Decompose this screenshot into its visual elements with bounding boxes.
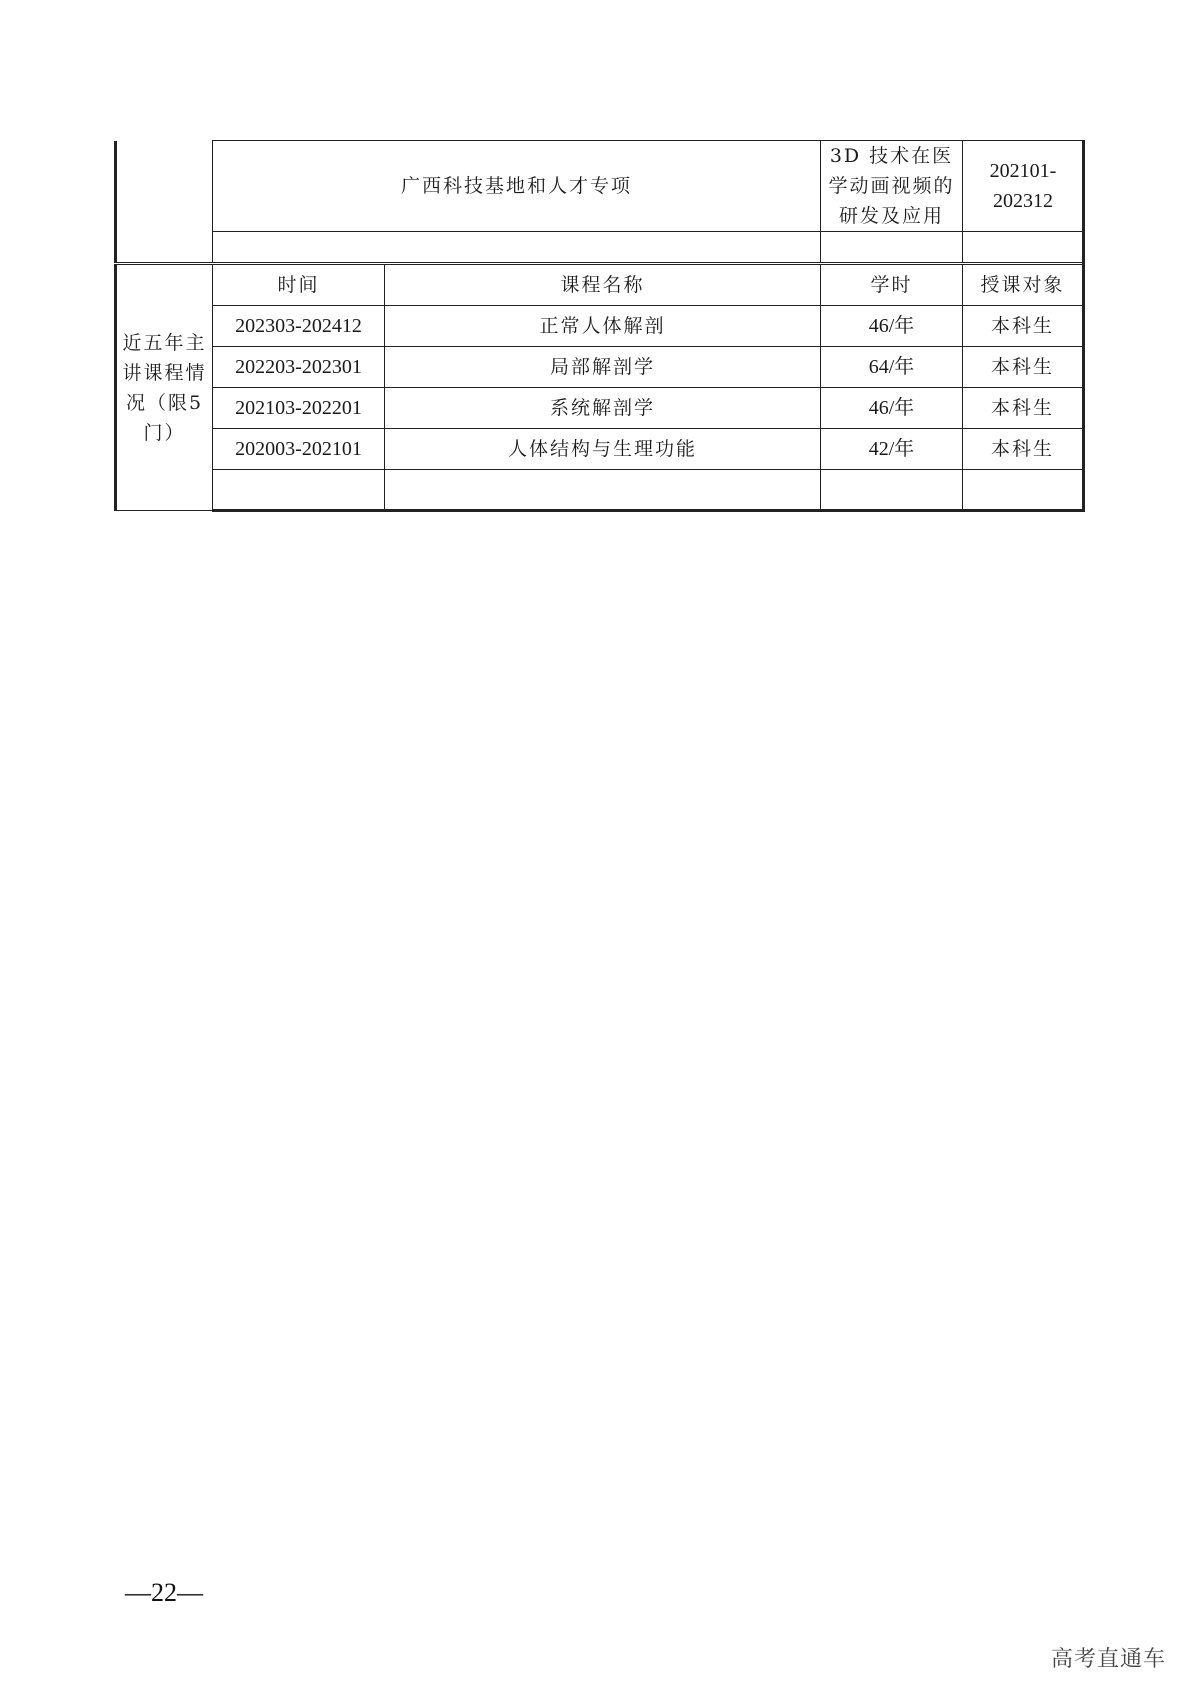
- watermark: 高考直通车: [1050, 1647, 1166, 1672]
- course-hours: 46/年: [821, 388, 963, 429]
- course-name: 正常人体解剖: [385, 306, 821, 347]
- project-title: [821, 232, 963, 264]
- project-section-label-cell: [116, 141, 213, 264]
- course-time: 202003-202101: [213, 429, 385, 470]
- project-title: 3D 技术在医学动画视频的研发及应用: [821, 141, 963, 232]
- header-course-name: 课程名称: [385, 264, 821, 306]
- document-table: [114, 140, 1085, 512]
- project-source: 广西科技基地和人才专项: [213, 141, 821, 232]
- header-hours: 学时: [821, 264, 963, 306]
- project-period: 202101-202312: [963, 141, 1084, 232]
- course-audience: 本科生: [963, 306, 1084, 347]
- course-audience: 本科生: [963, 388, 1084, 429]
- header-time: 时间: [213, 264, 385, 306]
- course-audience: 本科生: [963, 347, 1084, 388]
- course-hours: [821, 470, 963, 511]
- course-time: [213, 470, 385, 511]
- course-time: 202303-202412: [213, 306, 385, 347]
- project-period: [963, 232, 1084, 264]
- course-audience: 本科生: [963, 429, 1084, 470]
- course-name: 局部解剖学: [385, 347, 821, 388]
- course-hours: 42/年: [821, 429, 963, 470]
- course-name: [385, 470, 821, 511]
- course-audience: [963, 470, 1084, 511]
- course-hours: 64/年: [821, 347, 963, 388]
- course-section-label: 近五年主讲课程情况（限5门）: [116, 264, 213, 511]
- course-time: 202103-202201: [213, 388, 385, 429]
- header-audience: 授课对象: [963, 264, 1084, 306]
- project-source: [213, 232, 821, 264]
- course-name: 人体结构与生理功能: [385, 429, 821, 470]
- course-time: 202203-202301: [213, 347, 385, 388]
- course-hours: 46/年: [821, 306, 963, 347]
- page-number: —22—: [125, 1578, 203, 1607]
- course-name: 系统解剖学: [385, 388, 821, 429]
